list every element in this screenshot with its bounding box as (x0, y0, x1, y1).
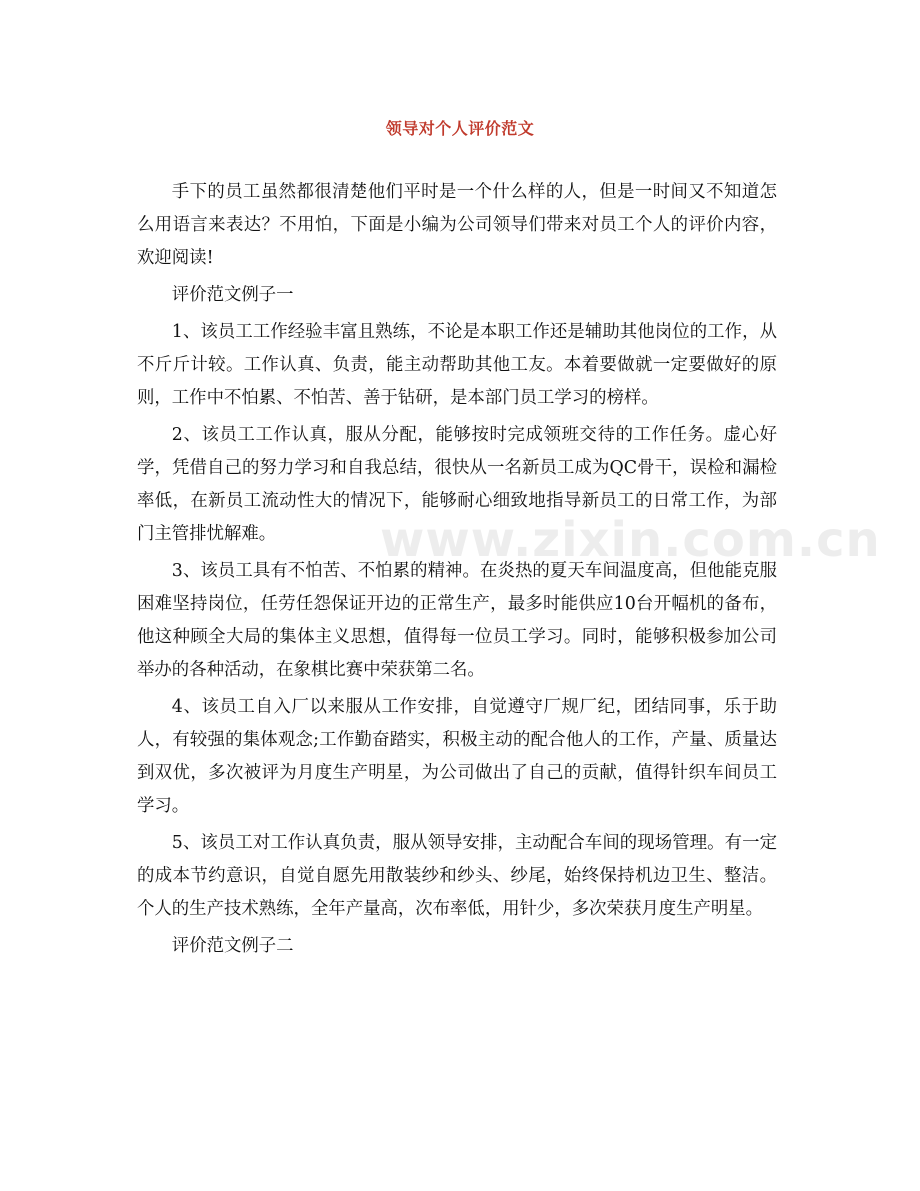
document-title: 领导对个人评价范文 (385, 119, 535, 138)
watermark: www.zixin.com.cn (380, 512, 881, 568)
document-body (137, 176, 777, 967)
list-item-4: 4、该员工自入厂以来服从工作安排，自觉遵守厂规厂纪，团结同事，乐于助人，有较强的集体观念;工作勤奋踏实，积极主动的配合他人的工作，产量、质量达到双优，多次被评为月度生产明星，为公司做出了自己的贡献，值得针织车间员工学习。 (137, 697, 777, 816)
intro-paragraph: 手下的员工虽然都很清楚他们平时是一个什么样的人，但是一时间又不知道怎么用语言来表达？不用怕，下面是小编为公司领导们带来对员工个人的评价内容，欢迎阅读! (137, 182, 777, 268)
list-item-2: 2、该员工工作认真，服从分配，能够按时完成领班交待的工作任务。虚心好学，凭借自己的努力学习和自我总结，很快从一名新员工成为QC骨干，误检和漏检率低，在新员工流动性大的情况下，能够耐心细致地指导新员工的日常工作，为部门主管排忧解难。 (137, 425, 777, 544)
section-heading-1: 评价范文例子一 (171, 285, 294, 305)
section-heading-2: 评价范文例子二 (171, 936, 294, 956)
list-item-3: 3、该员工具有不怕苦、不怕累的精神。在炎热的夏天车间温度高，但他能克服困难坚持岗位，任劳任怨保证开边的正常生产，最多时能供应10台开幅机的备布，他这种顾全大局的集体主义思想，值得每一位员工学习。同时，能够积极参加公司举办的各种活动，在象棋比赛中荣获第二名。 (137, 561, 777, 680)
list-item-1: 1、该员工工作经验丰富且熟练，不论是本职工作还是辅助其他岗位的工作，从不斤斤计较。工作认真、负责，能主动帮助其他工友。本着要做就一定要做好的原则，工作中不怕累、不怕苦、善于钻研，是本部门员工学习的榜样。 (137, 322, 777, 408)
list-item-5: 5、该员工对工作认真负责，服从领导安排，主动配合车间的现场管理。有一定的成本节约意识，自觉自愿先用散装纱和纱头、纱尾，始终保持机边卫生、整洁。个人的生产技术熟练，全年产量高，次布率低，用针少，多次荣获月度生产明星。 (137, 833, 777, 919)
